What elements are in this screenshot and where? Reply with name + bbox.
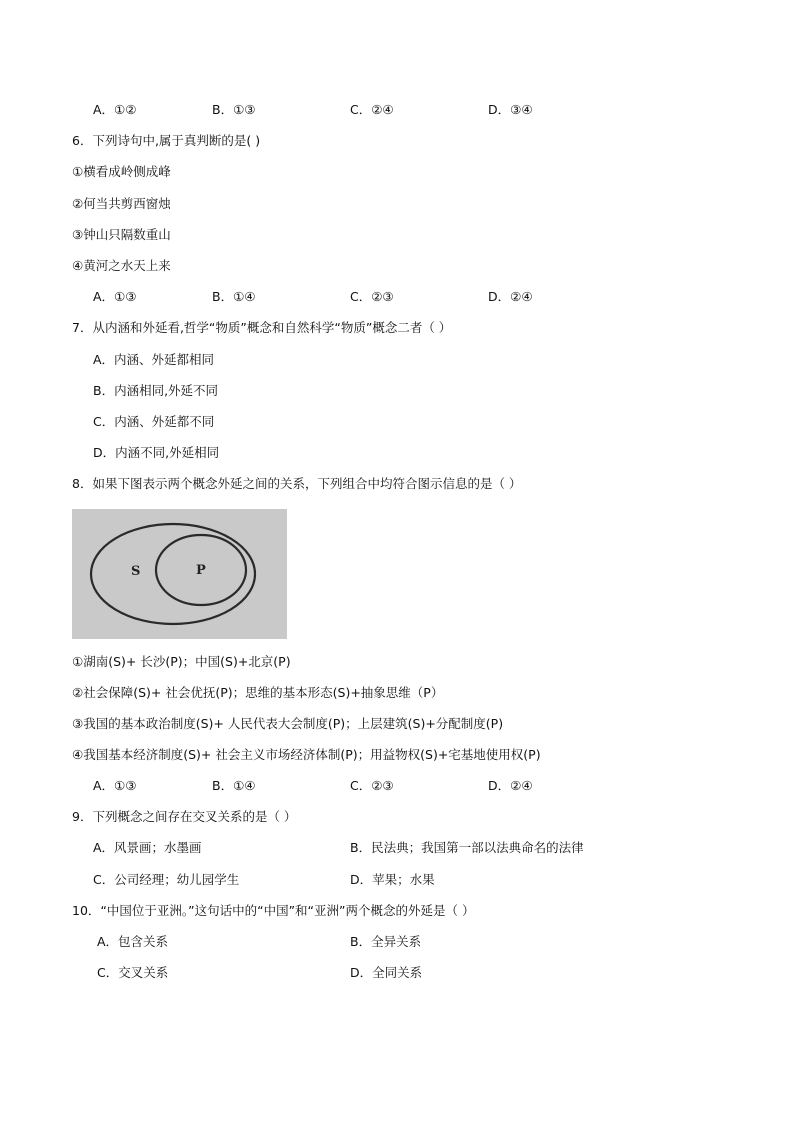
q9-option-a: A．风景画；水墨画 bbox=[93, 840, 202, 855]
q6-option-b: B．①④ bbox=[212, 289, 256, 304]
q6-item-1: ①横看成岭侧成峰 bbox=[72, 164, 171, 179]
q5-option-c: C．②④ bbox=[350, 102, 394, 117]
q6-option-c: C．②③ bbox=[350, 289, 394, 304]
q9-option-c: C．公司经理；幼儿园学生 bbox=[93, 872, 240, 887]
q9-stem: 9．下列概念之间存在交叉关系的是（ ） bbox=[72, 809, 297, 824]
q6-item-3: ③钟山只隔数重山 bbox=[72, 227, 171, 242]
q10-stem: 10．“中国位于亚洲。”这句话中的“中国”和“亚洲”两个概念的外延是（ ） bbox=[72, 903, 475, 918]
q8-option-b: B．①④ bbox=[212, 778, 256, 793]
q5-option-b: B．①③ bbox=[212, 102, 256, 117]
q6-option-a: A．①③ bbox=[93, 289, 137, 304]
q10-option-d: D．全同关系 bbox=[350, 965, 423, 980]
q7-stem: 7．从内涵和外延看,哲学“物质”概念和自然科学“物质”概念二者（ ） bbox=[72, 320, 452, 335]
q6-item-4: ④黄河之水天上来 bbox=[72, 258, 171, 273]
q8-stem: 8．如果下图表示两个概念外延之间的关系，下列组合中均符合图示信息的是（ ） bbox=[72, 476, 522, 491]
q8-option-c: C．②③ bbox=[350, 778, 394, 793]
q7-option-b: B．内涵相同,外延不同 bbox=[93, 383, 219, 398]
q6-stem: 6．下列诗句中,属于真判断的是( ) bbox=[72, 133, 261, 148]
q6-option-d: D．②④ bbox=[488, 289, 533, 304]
outer-ellipse-s bbox=[91, 524, 255, 624]
q5-option-d: D．③④ bbox=[488, 102, 533, 117]
venn-diagram bbox=[72, 509, 287, 639]
q7-option-c: C．内涵、外延都不同 bbox=[93, 414, 215, 429]
q10-option-c: C．交叉关系 bbox=[97, 965, 169, 980]
q8-item-3: ③我国的基本政治制度(S)+ 人民代表大会制度(P)；上层建筑(S)+分配制度(P) bbox=[72, 716, 504, 731]
q8-item-4: ④我国基本经济制度(S)+ 社会主义市场经济体制(P)；用益物权(S)+宅基地使用权(P) bbox=[72, 747, 541, 762]
q9-option-d: D．苹果；水果 bbox=[350, 872, 435, 887]
q8-item-1: ①湖南(S)+ 长沙(P)；中国(S)+北京(P) bbox=[72, 654, 291, 669]
q5-option-a: A．①② bbox=[93, 102, 137, 117]
q10-option-b: B．全异关系 bbox=[350, 934, 422, 949]
q7-option-d: D．内涵不同,外延相同 bbox=[93, 445, 220, 460]
q8-item-2: ②社会保障(S)+ 社会优抚(P)；思维的基本形态(S)+抽象思维（P） bbox=[72, 685, 444, 700]
q8-option-d: D．②④ bbox=[488, 778, 533, 793]
q10-option-a: A．包含关系 bbox=[97, 934, 169, 949]
q8-option-a: A．①③ bbox=[93, 778, 137, 793]
label-p: P bbox=[196, 563, 206, 578]
q7-option-a: A．内涵、外延都相同 bbox=[93, 352, 215, 367]
q9-option-b: B．民法典；我国第一部以法典命名的法律 bbox=[350, 840, 584, 855]
q6-item-2: ②何当共剪西窗烛 bbox=[72, 196, 171, 211]
venn-diagram-svg bbox=[72, 509, 287, 639]
label-s: S bbox=[131, 564, 141, 579]
